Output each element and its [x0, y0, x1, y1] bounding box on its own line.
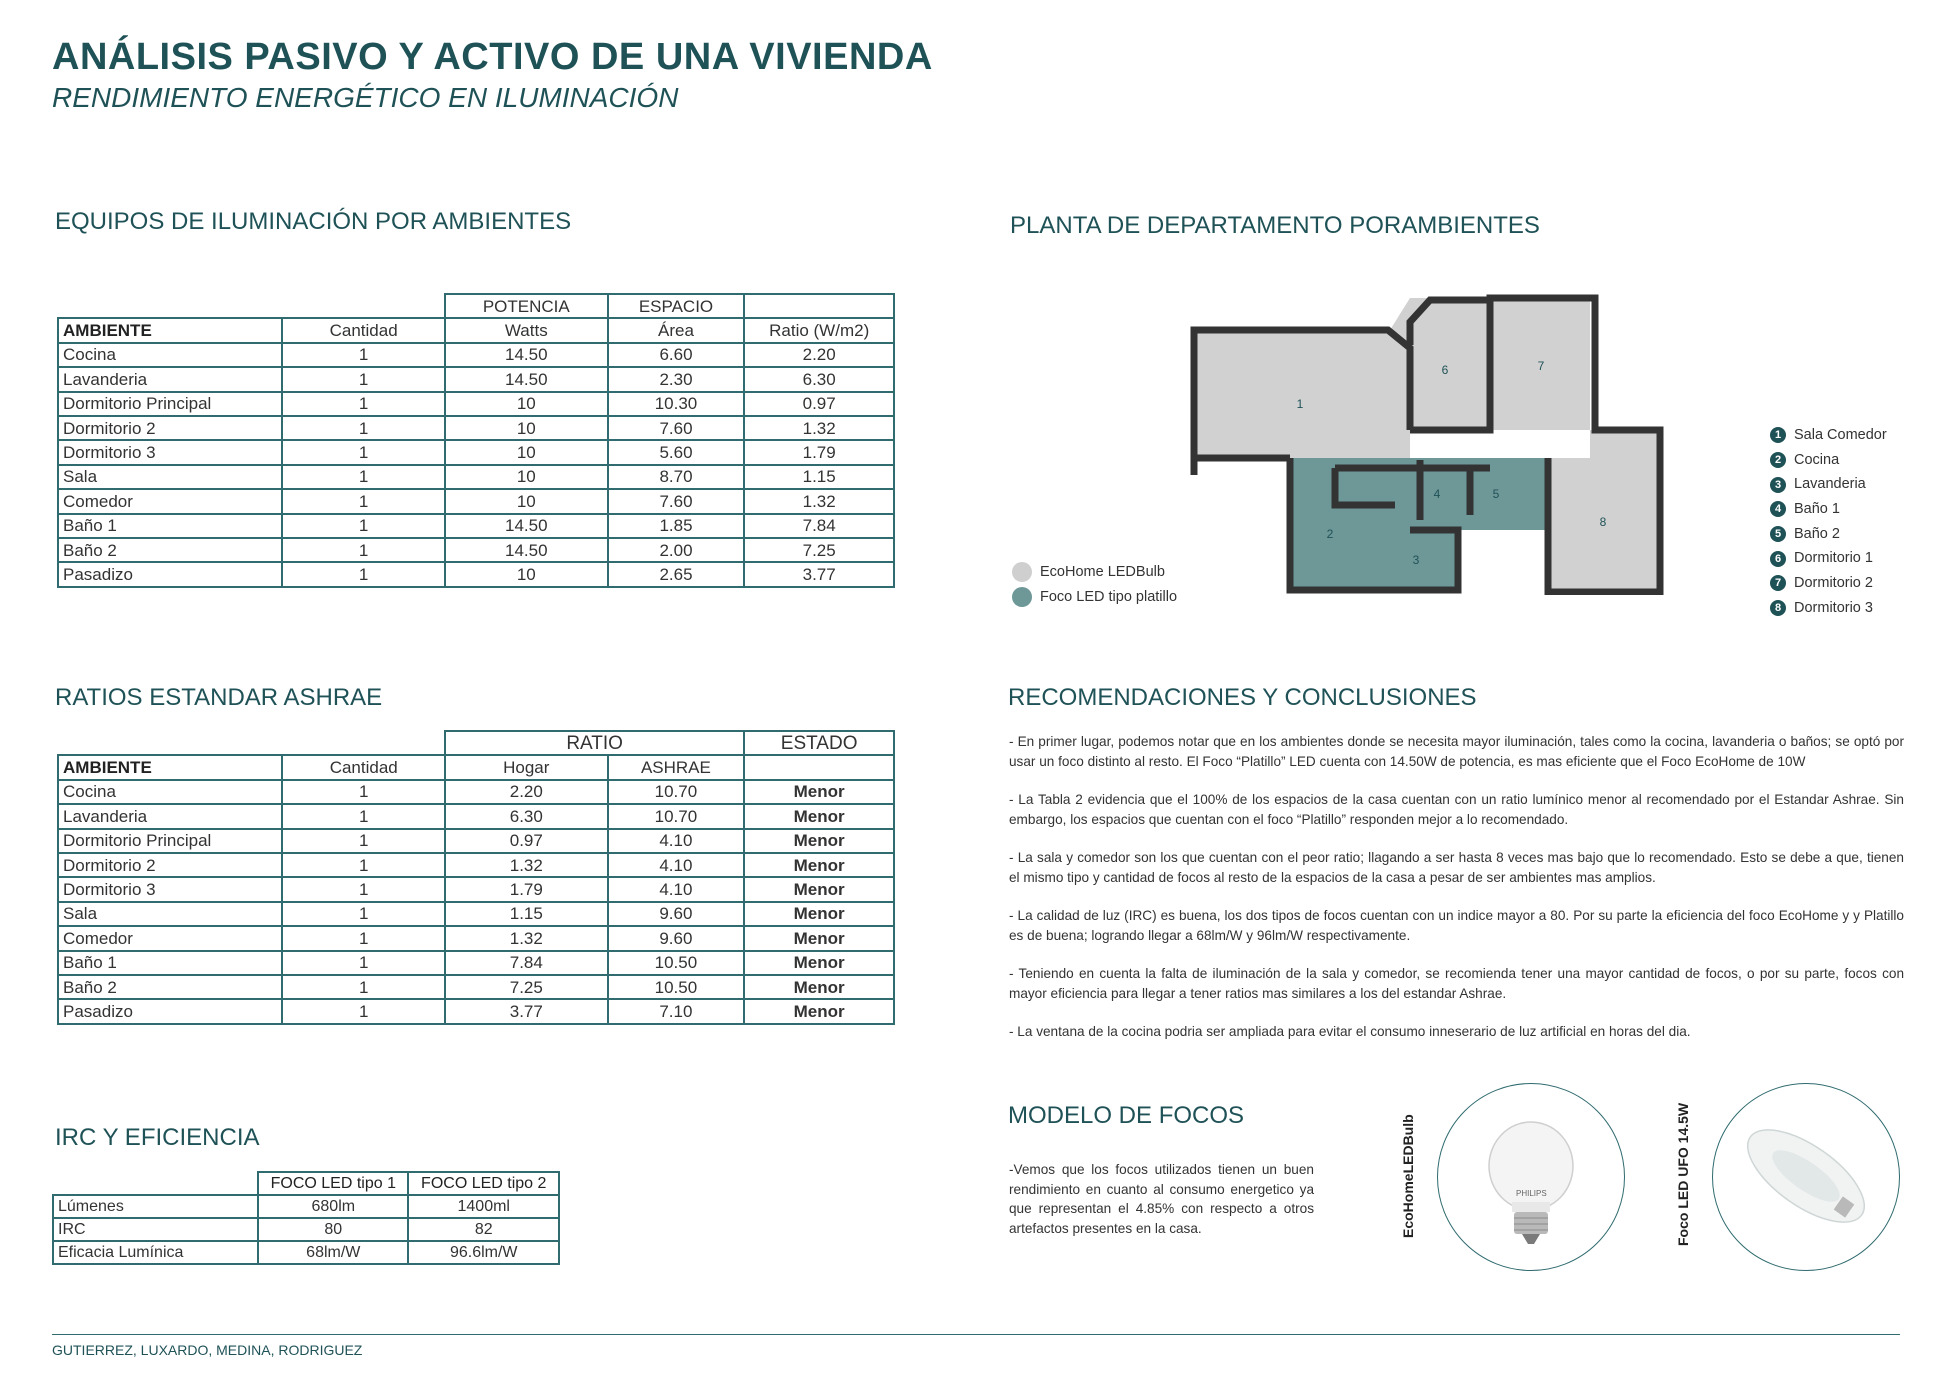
bulb2-label: Foco LED UFO 14.5W [1675, 1102, 1691, 1246]
paragraph: - La sala y comedor son los que cuentan con el peor ratio; llagando a ser hasta 8 veces mas bajo que lo recomendado. Esto se debe a que, tienen el mismo tipo y cantidad de focos al resto de la espacios de la casa a pesar de ser ambientes mas amplios. [1009, 850, 1904, 885]
paragraph: - En primer lugar, podemos notar que en los ambientes donde se necesita mayor iluminación, tales como la cocina, lavanderia o baños; se optó por usar un foco distinto al resto. El Foco “Platillo” LED cuenta con 14.50W de potencia, es mas eficiente que el Foco EcoHome de 10W [1009, 734, 1904, 769]
table-cell: 2.20 [445, 780, 608, 804]
table-cell: 14.50 [445, 343, 608, 367]
table-cell: Cocina [58, 780, 282, 804]
table-cell: IRC [53, 1218, 258, 1241]
table-cell: 2.65 [608, 562, 745, 586]
table-cell: 10.30 [608, 392, 745, 416]
table-cell: 7.84 [445, 951, 608, 975]
table-cell: 1 [282, 926, 445, 950]
table-cell: 8.70 [608, 465, 745, 489]
table-cell: 2.00 [608, 538, 745, 562]
table-cell: 7.25 [744, 538, 894, 562]
table-cell: 6.30 [445, 804, 608, 828]
legend-label: Baño 2 [1794, 525, 1840, 542]
table-cell: 1 [282, 999, 445, 1023]
room-number-badge: 6 [1770, 551, 1786, 567]
legend-label: Sala Comedor [1794, 427, 1887, 444]
table-row [58, 392, 894, 416]
room-number-badge: 5 [1770, 526, 1786, 542]
table-cell: 1.85 [608, 514, 745, 538]
legend-item [1770, 550, 1887, 575]
table-cell: 14.50 [445, 514, 608, 538]
status-badge: Menor [744, 951, 894, 975]
table-cell: 2.30 [608, 367, 745, 391]
table-cell: 1.79 [445, 877, 608, 901]
table-cell: 1 [282, 465, 445, 489]
group-header-espacio: ESPACIO [608, 294, 745, 318]
table-cell: Lavanderia [58, 367, 282, 391]
bulb1-label: EcoHomeLEDBulb [1400, 1114, 1416, 1238]
paragraph: - Teniendo en cuenta la falta de iluminación de la sala y comedor, se recomienda tener una mayor cantidad de focos, o por su parte, focos con mayor eficiencia para llegar a tener ratios mas similares a los del estandar Ashrae. [1009, 966, 1904, 1001]
table-cell: 0.97 [445, 829, 608, 853]
table-cell: 7.60 [608, 489, 745, 513]
table-row [58, 538, 894, 562]
table-row [58, 999, 894, 1023]
ashrae-heading: RATIOS ESTANDAR ASHRAE [55, 684, 383, 711]
table-row [58, 829, 894, 853]
room-1-fill [1194, 332, 1410, 458]
table-cell: Eficacia Lumínica [53, 1241, 258, 1264]
table-cell: Baño 2 [58, 538, 282, 562]
table-cell: 10 [445, 489, 608, 513]
table-row [58, 343, 894, 367]
status-badge: Menor [744, 999, 894, 1023]
table-cell: 1 [282, 489, 445, 513]
room-number-badge: 3 [1770, 477, 1786, 493]
recomendaciones-text [1009, 732, 1904, 1061]
legend-label: Dormitorio 2 [1794, 575, 1873, 592]
page-title: ANÁLISIS PASIVO Y ACTIVO DE UNA VIVIENDA [52, 36, 933, 78]
column-header: FOCO LED tipo 2 [408, 1172, 559, 1195]
table-cell: 1 [282, 780, 445, 804]
paragraph: - La ventana de la cocina podria ser ampliada para evitar el consumo inneserario de luz artificial en horas del dia. [1009, 1024, 1691, 1039]
bulb-legend [1012, 562, 1177, 612]
table-cell: 1 [282, 416, 445, 440]
table-cell: 4.10 [608, 829, 745, 853]
table-cell: Comedor [58, 489, 282, 513]
table-row [58, 440, 894, 464]
table-cell: 1.32 [445, 853, 608, 877]
room-number-8: 8 [1599, 515, 1607, 529]
table-cell: 1.15 [744, 465, 894, 489]
room-number-badge: 1 [1770, 427, 1786, 443]
column-header: AMBIENTE [58, 318, 282, 342]
table-row [58, 877, 894, 901]
table-cell: 3.77 [445, 999, 608, 1023]
table-cell: 7.25 [445, 975, 608, 999]
table-cell: 96.6lm/W [408, 1241, 559, 1264]
table-cell: 1.15 [445, 902, 608, 926]
table-row [58, 465, 894, 489]
page-subtitle: RENDIMIENTO ENERGÉTICO EN ILUMINACIÓN [52, 82, 679, 113]
table-cell: Dormitorio 3 [58, 440, 282, 464]
modelo-text: -Vemos que los focos utilizados tienen un buen rendimiento en cuanto al consumo energetico ya que representan el 4.85% con respecto a otros artefactos presentes en la casa. [1009, 1162, 1314, 1236]
legend-label: EcoHome LEDBulb [1040, 564, 1165, 580]
table-row [58, 416, 894, 440]
table-cell: 10.70 [608, 780, 745, 804]
legend-item [1770, 526, 1887, 551]
table-cell: 680lm [258, 1195, 408, 1218]
table-cell: 1.79 [744, 440, 894, 464]
recomendaciones-heading: RECOMENDACIONES Y CONCLUSIONES [1008, 684, 1477, 711]
group-header-estado: ESTADO [744, 731, 894, 755]
table-cell: 1 [282, 975, 445, 999]
table-cell: 1 [282, 562, 445, 586]
table-cell: 1.32 [445, 926, 608, 950]
status-badge: Menor [744, 829, 894, 853]
legend-label: Baño 1 [1794, 501, 1840, 518]
legend-label: Dormitorio 3 [1794, 599, 1873, 616]
legend-item [1770, 501, 1887, 526]
table-cell: Dormitorio 3 [58, 877, 282, 901]
table-cell: Pasadizo [58, 562, 282, 586]
room-number-badge: 8 [1770, 600, 1786, 616]
legend-label: Dormitorio 1 [1794, 550, 1873, 567]
modelo-heading: MODELO DE FOCOS [1008, 1102, 1245, 1129]
table-cell: Baño 1 [58, 514, 282, 538]
column-header: FOCO LED tipo 1 [258, 1172, 408, 1195]
planta-heading: PLANTA DE DEPARTAMENTO PORAMBIENTES [1010, 212, 1540, 239]
column-header: Hogar [445, 755, 608, 779]
legend-label: Cocina [1794, 451, 1840, 468]
table-group-header-row [58, 294, 894, 318]
footer-divider [52, 1334, 1900, 1335]
room-number-badge: 2 [1770, 452, 1786, 468]
irc-heading: IRC Y EFICIENCIA [55, 1124, 260, 1151]
column-header: Ratio (W/m2) [744, 318, 894, 342]
table-cell: 6.30 [744, 367, 894, 391]
legend-label: Lavanderia [1794, 476, 1866, 493]
ashrae-table [57, 730, 895, 1025]
table-header-row [53, 1172, 559, 1195]
column-header: Área [608, 318, 745, 342]
table-cell: 1 [282, 877, 445, 901]
floor-plan [1190, 290, 1670, 595]
table-cell: 14.50 [445, 538, 608, 562]
table-cell: Cocina [58, 343, 282, 367]
table-cell: 82 [408, 1218, 559, 1241]
table-cell: 1.32 [744, 489, 894, 513]
bulb-brand: PHILIPS [1516, 1189, 1547, 1198]
legend-item [1770, 452, 1887, 477]
status-badge: Menor [744, 804, 894, 828]
bulb2-image [1712, 1083, 1900, 1271]
table-row [58, 926, 894, 950]
table-header-row [58, 318, 894, 342]
legend-item [1770, 575, 1887, 600]
table-cell: 1 [282, 538, 445, 562]
irc-table [52, 1171, 560, 1265]
room-number-6: 6 [1441, 363, 1449, 377]
table-cell: 7.84 [744, 514, 894, 538]
paragraph: - La Tabla 2 evidencia que el 100% de los espacios de la casa cuentan con un ratio lumínico menor al recomendado por el Estandar Ashrae. Sin embargo, los espacios que cuentan con el foco “Platillo” responden mejor a lo recomendado. [1009, 792, 1904, 827]
table-cell: Dormitorio 2 [58, 416, 282, 440]
room-number-badge: 7 [1770, 575, 1786, 591]
status-badge: Menor [744, 926, 894, 950]
table-cell: 5.60 [608, 440, 745, 464]
table-header-row [58, 755, 894, 779]
table-cell: 10.70 [608, 804, 745, 828]
room-number-1: 1 [1296, 397, 1304, 411]
table-row [58, 489, 894, 513]
table-cell: 2.20 [744, 343, 894, 367]
room-number-badge: 4 [1770, 501, 1786, 517]
table-cell: 14.50 [445, 367, 608, 391]
group-header-ratio: RATIO [445, 731, 744, 755]
room-number-7: 7 [1537, 359, 1545, 373]
table-group-header-row [58, 731, 894, 755]
table-cell: 1 [282, 853, 445, 877]
table-cell: 4.10 [608, 853, 745, 877]
table-cell: 9.60 [608, 926, 745, 950]
column-header: Watts [445, 318, 608, 342]
table-cell: Baño 2 [58, 975, 282, 999]
status-badge: Menor [744, 877, 894, 901]
legend-label: Foco LED tipo platillo [1040, 589, 1178, 605]
table-row [58, 562, 894, 586]
table-row [58, 804, 894, 828]
status-badge: Menor [744, 853, 894, 877]
room-legend [1770, 427, 1887, 625]
table-cell: 1 [282, 951, 445, 975]
table-cell: Sala [58, 465, 282, 489]
legend-item [1770, 476, 1887, 501]
table-cell: 6.60 [608, 343, 745, 367]
table-row [58, 514, 894, 538]
legend-item [1012, 587, 1177, 612]
room-number-2: 2 [1326, 527, 1334, 541]
table-row [53, 1195, 559, 1218]
table-cell: 1400ml [408, 1195, 559, 1218]
lightbulb-icon [1438, 1084, 1624, 1270]
equipos-heading: EQUIPOS DE ILUMINACIÓN POR AMBIENTES [55, 208, 572, 235]
column-header: ASHRAE [608, 755, 745, 779]
column-header: Cantidad [282, 318, 445, 342]
room-number-4: 4 [1433, 487, 1441, 501]
paragraph: - La calidad de luz (IRC) es buena, los dos tipos de focos cuentan con un indice mayor a 80. Por su parte la eficiencia del foco EcoHome y y Platillo es de buena; logrando llegar a 68lm/W y 96lm/W respectivamente. [1009, 908, 1904, 943]
table-cell: 3.77 [744, 562, 894, 586]
table-cell: 1 [282, 343, 445, 367]
ufo-lamp-icon [1713, 1084, 1899, 1270]
table-cell: Sala [58, 902, 282, 926]
table-row [58, 951, 894, 975]
table-row [58, 367, 894, 391]
table-cell: 9.60 [608, 902, 745, 926]
table-cell: Baño 1 [58, 951, 282, 975]
room-number-3: 3 [1412, 553, 1420, 567]
table-cell: 1 [282, 804, 445, 828]
table-cell: 10 [445, 416, 608, 440]
table-cell: 1 [282, 392, 445, 416]
room-8-fill [1550, 430, 1658, 590]
table-row [58, 780, 894, 804]
column-header: AMBIENTE [58, 755, 282, 779]
table-cell: 4.10 [608, 877, 745, 901]
table-cell: 7.10 [608, 999, 745, 1023]
table-cell: 1 [282, 902, 445, 926]
table-cell: 1 [282, 829, 445, 853]
table-cell: 10 [445, 440, 608, 464]
table-row [53, 1241, 559, 1264]
column-header: Cantidad [282, 755, 445, 779]
platillo-color-swatch [1012, 587, 1032, 607]
table-cell: Lavanderia [58, 804, 282, 828]
table-cell: 80 [258, 1218, 408, 1241]
ecohome-color-swatch [1012, 562, 1032, 582]
room-number-5: 5 [1492, 487, 1500, 501]
status-badge: Menor [744, 902, 894, 926]
footer-authors: GUTIERREZ, LUXARDO, MEDINA, RODRIGUEZ [52, 1342, 363, 1358]
table-cell: 68lm/W [258, 1241, 408, 1264]
legend-item [1770, 600, 1887, 625]
table-cell: Pasadizo [58, 999, 282, 1023]
group-header-potencia: POTENCIA [445, 294, 608, 318]
table-cell: 10 [445, 392, 608, 416]
table-cell: Comedor [58, 926, 282, 950]
table-cell: 10.50 [608, 975, 745, 999]
table-cell: 7.60 [608, 416, 745, 440]
legend-item [1770, 427, 1887, 452]
table-cell: 1 [282, 367, 445, 391]
table-cell: 1.32 [744, 416, 894, 440]
table-cell: 10 [445, 465, 608, 489]
table-row [53, 1218, 559, 1241]
table-cell: 10.50 [608, 951, 745, 975]
status-badge: Menor [744, 780, 894, 804]
table-cell: 1 [282, 440, 445, 464]
table-cell: Dormitorio Principal [58, 829, 282, 853]
table-row [58, 902, 894, 926]
bulb1-image [1437, 1083, 1625, 1271]
legend-item [1012, 562, 1177, 587]
table-cell: 10 [445, 562, 608, 586]
table-row [58, 975, 894, 999]
equipos-table [57, 293, 895, 588]
table-cell: Dormitorio Principal [58, 392, 282, 416]
status-badge: Menor [744, 975, 894, 999]
table-cell: 0.97 [744, 392, 894, 416]
table-cell: 1 [282, 514, 445, 538]
table-row [58, 853, 894, 877]
table-cell: Lúmenes [53, 1195, 258, 1218]
table-cell: Dormitorio 2 [58, 853, 282, 877]
